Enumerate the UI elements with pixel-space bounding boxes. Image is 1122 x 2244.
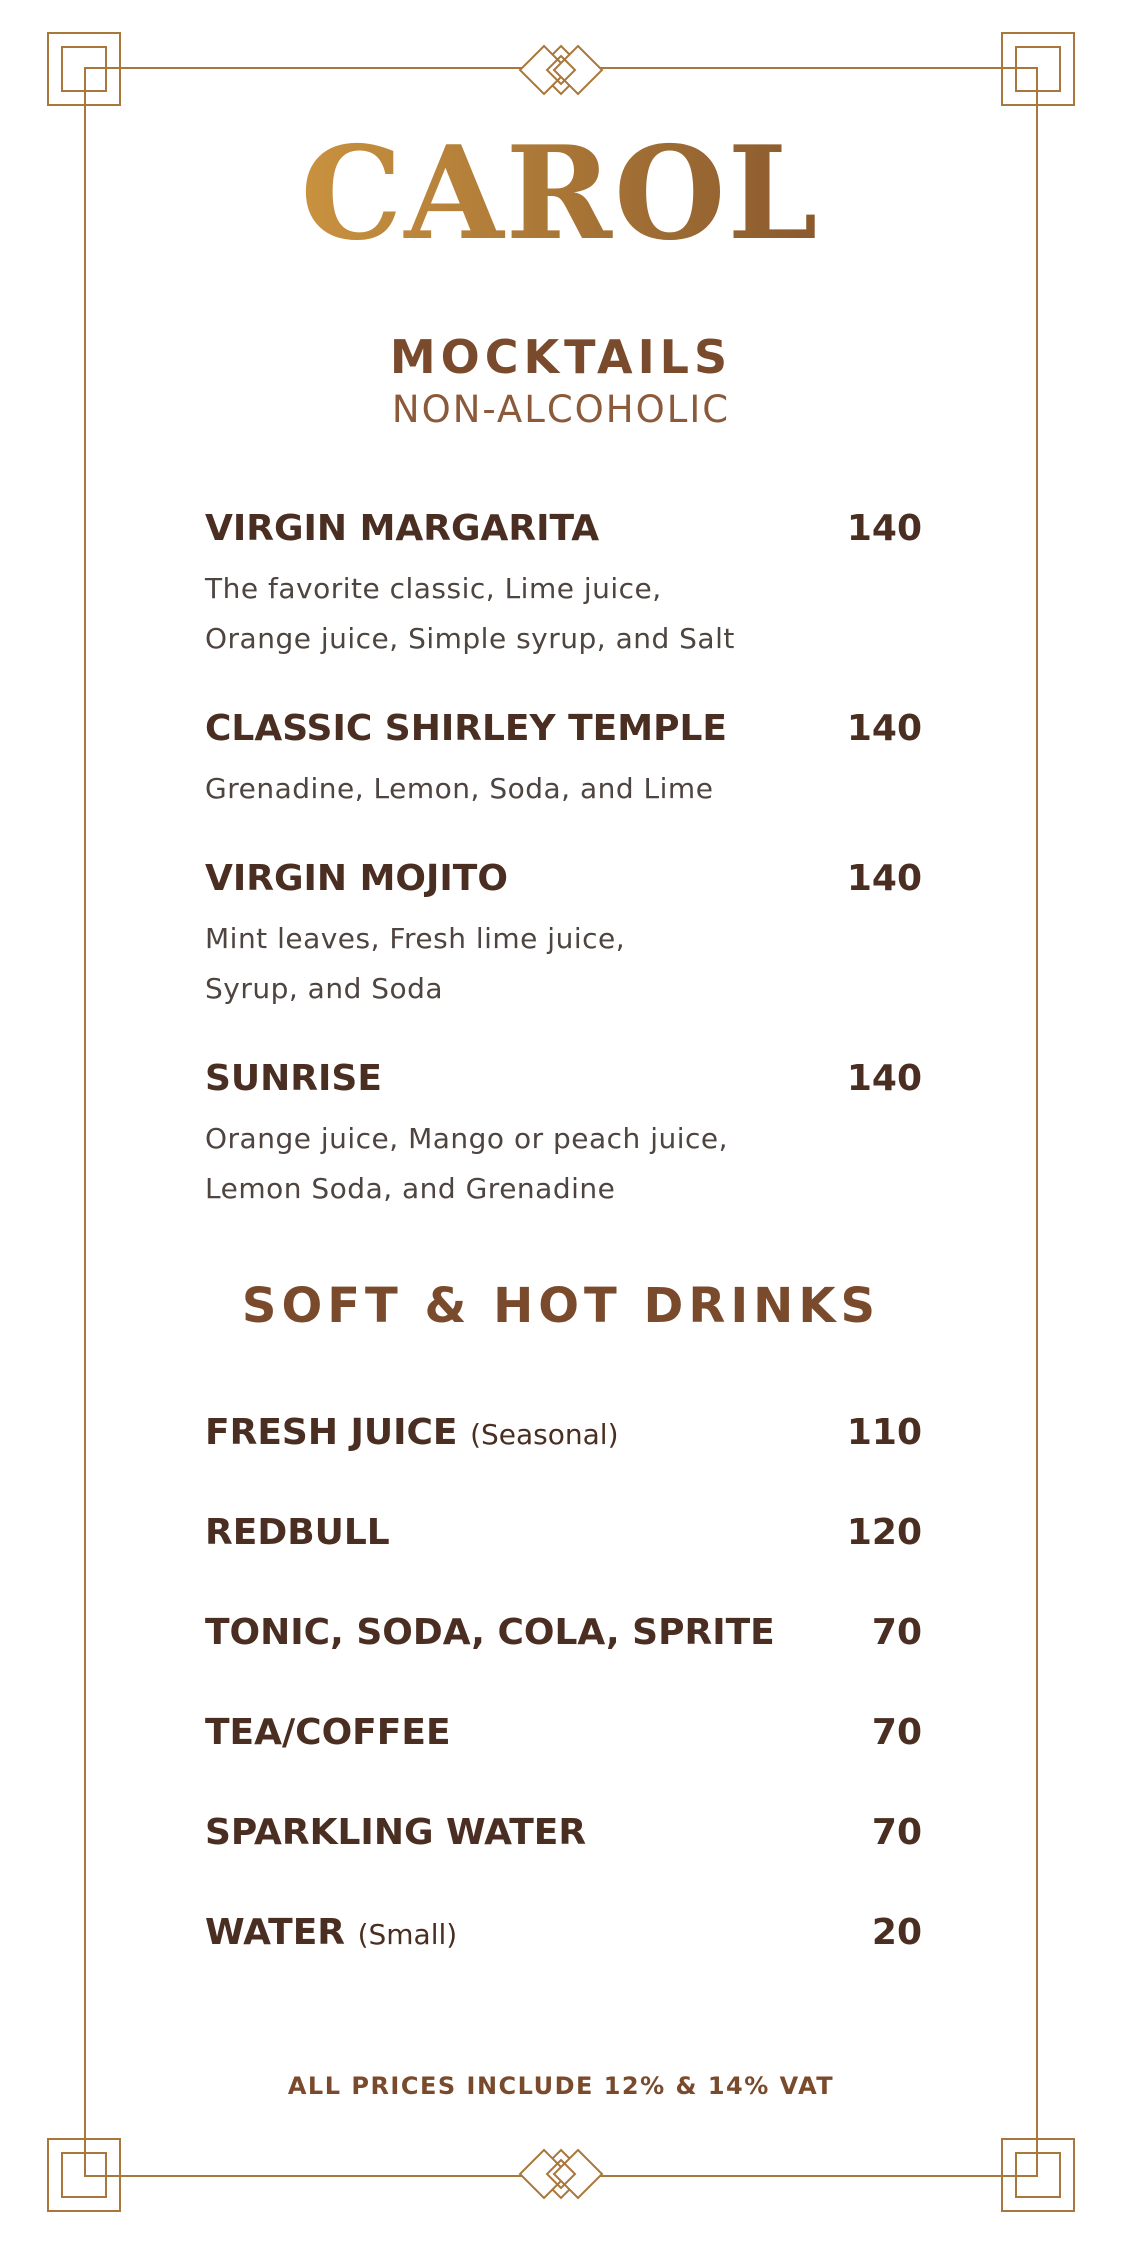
item-name: [205, 1812, 586, 1853]
item-description: Mint leaves, Fresh lime juice, Syrup, and Soda: [205, 922, 626, 1005]
item-name: VIRGIN MARGARITA: [205, 508, 600, 549]
item-description: The favorite classic, Lime juice, Orange juice, Simple syrup, and Salt: [205, 572, 735, 655]
item-price: 140: [846, 708, 922, 749]
item-price: 70: [871, 1712, 922, 1753]
item-price: 70: [871, 1812, 922, 1853]
item-name: CLASSIC SHIRLEY TEMPLE: [205, 708, 727, 749]
item-name: [205, 1512, 390, 1553]
item-name-text: REDBULL: [205, 1512, 390, 1553]
mocktails-subheading: NON-ALCOHOLIC: [391, 388, 731, 431]
item-price: 120: [846, 1512, 922, 1553]
mocktails-heading: MOCKTAILS: [389, 330, 733, 384]
item-name-text: TONIC, SODA, COLA, SPRITE: [205, 1612, 775, 1653]
item-name: SUNRISE: [205, 1058, 382, 1099]
item-description: Orange juice, Mango or peach juice, Lemon Soda, and Grenadine: [205, 1122, 729, 1205]
item-name-text: SPARKLING WATER: [205, 1812, 587, 1853]
item-name: [205, 1712, 451, 1753]
item-note: (Seasonal): [470, 1418, 619, 1451]
item-name: [205, 1912, 457, 1953]
item-description: Grenadine, Lemon, Soda, and Lime: [205, 772, 714, 805]
item-price: 110: [846, 1412, 922, 1453]
item-note: (Small): [357, 1918, 458, 1951]
item-price: 140: [846, 1058, 922, 1099]
carol-logo: [300, 100, 820, 269]
logo-text: CAROL: [300, 119, 820, 269]
item-price: 140: [846, 508, 922, 549]
item-name-text: FRESH JUICE: [205, 1412, 458, 1453]
item-name: [205, 1612, 775, 1653]
item-price: 20: [871, 1912, 922, 1953]
soft-hot-drinks-heading: SOFT & HOT DRINKS: [241, 1278, 881, 1334]
vat-footer-note: ALL PRICES INCLUDE 12% & 14% VAT: [287, 2072, 835, 2100]
item-price: 140: [846, 858, 922, 899]
item-price: 70: [871, 1612, 922, 1653]
item-name-text: WATER: [205, 1912, 346, 1953]
item-name: [205, 1412, 619, 1453]
item-name: VIRGIN MOJITO: [205, 858, 508, 899]
item-name-text: TEA/COFFEE: [205, 1712, 451, 1753]
